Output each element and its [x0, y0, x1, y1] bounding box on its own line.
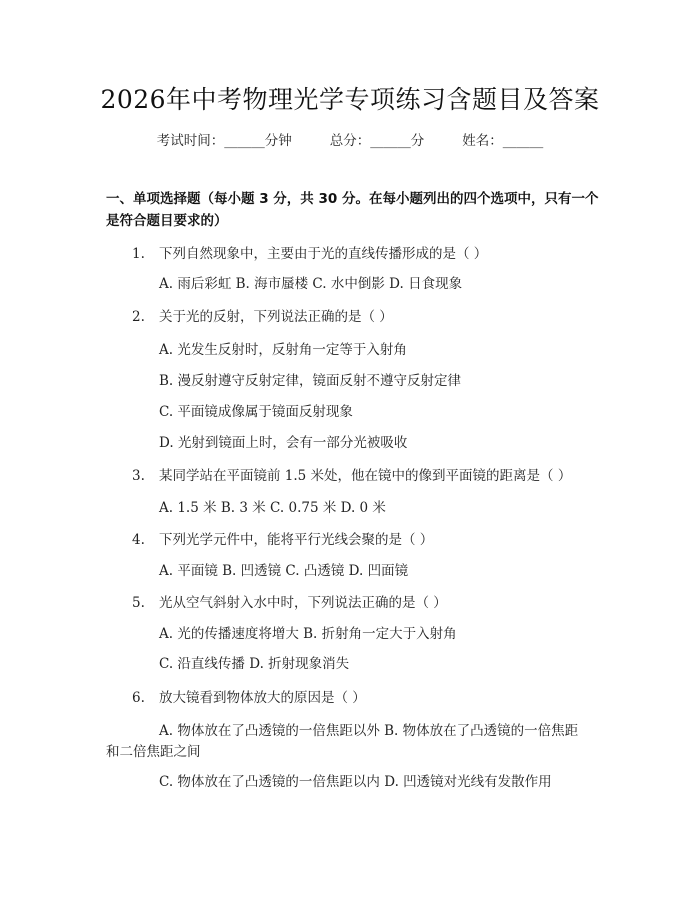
section-heading-line1: 一、单项选择题（每小题 3 分，共 30 分。在每小题列出的四个选项中，只有一个	[106, 191, 599, 207]
section-heading	[106, 188, 606, 232]
section-heading-line2: 是符合题目要求的）	[106, 213, 228, 229]
question-options: A. 1.5 米 B. 3 米 C. 0.75 米 D. 0 米	[159, 500, 386, 516]
question-option: D. 光射到镜面上时，会有一部分光被吸收	[159, 435, 408, 451]
question-option: C. 物体放在了凸透镜的一倍焦距以内 D. 凹透镜对光线有发散作用	[159, 774, 552, 790]
question-stem: 关于光的反射，下列说法正确的是（ ）	[159, 309, 393, 325]
question-number: 5.	[132, 595, 145, 611]
question-number: 6.	[132, 690, 145, 706]
question-options: A. 雨后彩虹 B. 海市蜃楼 C. 水中倒影 D. 日食现象	[159, 276, 463, 292]
question-stem: 某同学站在平面镜前 1.5 米处，他在镜中的像到平面镜的距离是（ ）	[159, 468, 572, 484]
question-number: 3.	[132, 468, 145, 484]
question-stem: 光从空气斜射入水中时，下列说法正确的是（ ）	[159, 595, 447, 611]
question-number: 2.	[132, 309, 145, 325]
question-option: B. 漫反射遵守反射定律，镜面反射不遵守反射定律	[159, 373, 462, 389]
question-number: 4.	[132, 532, 145, 548]
question-stem: 下列自然现象中，主要由于光的直线传播形成的是（ ）	[159, 246, 488, 262]
question-number: 1.	[132, 246, 145, 262]
question-option-continued: 和二倍焦距之间	[106, 744, 201, 760]
question-stem: 下列光学元件中，能将平行光线会聚的是（ ）	[159, 532, 434, 548]
question-option: C. 平面镜成像属于镜面反射现象	[159, 404, 353, 420]
document-title: 2026年中考物理光学专项练习含题目及答案	[100, 85, 600, 114]
question-options: A. 平面镜 B. 凹透镜 C. 凸透镜 D. 凹面镜	[159, 563, 409, 579]
exam-time-field: 考试时间：______分钟	[156, 133, 292, 149]
question-option: A. 物体放在了凸透镜的一倍焦距以外 B. 物体放在了凸透镜的一倍焦距	[159, 723, 579, 739]
total-score-field: 总分：______分	[329, 133, 425, 149]
question-stem: 放大镜看到物体放大的原因是（ ）	[159, 690, 366, 706]
question-option: A. 光发生反射时，反射角一定等于入射角	[159, 342, 407, 358]
question-option: C. 沿直线传播 D. 折射现象消失	[159, 656, 350, 672]
question-option: A. 光的传播速度将增大 B. 折射角一定大于入射角	[159, 626, 457, 642]
student-name-field: 姓名：______	[462, 133, 544, 149]
exam-info-row	[0, 131, 700, 151]
